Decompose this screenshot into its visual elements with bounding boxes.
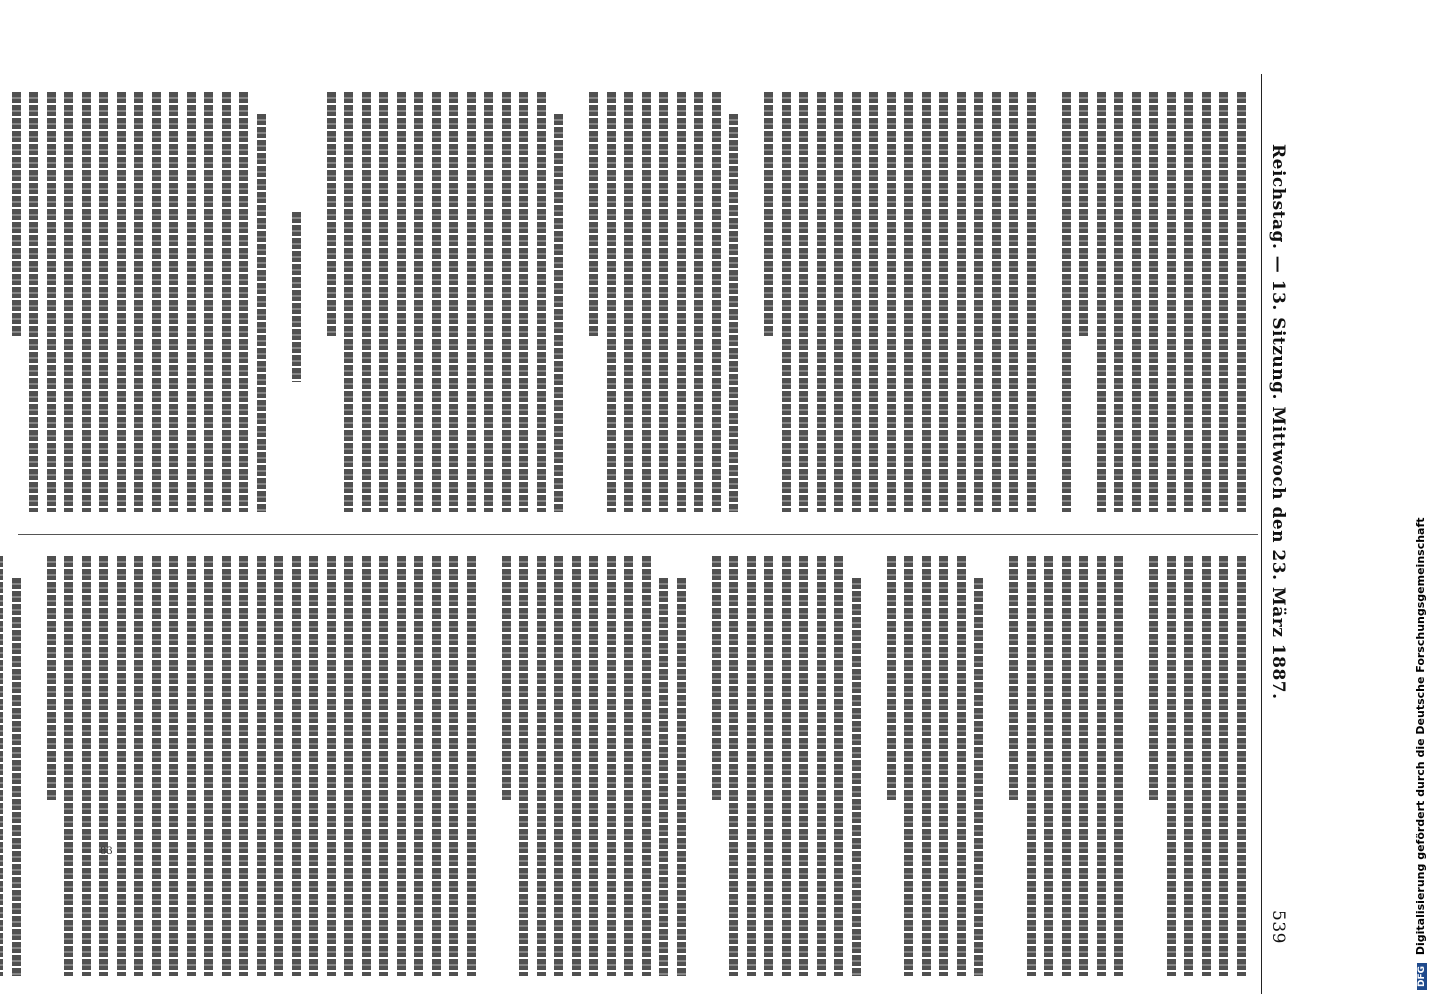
text-line	[432, 92, 441, 512]
paragraph-gap	[310, 92, 319, 512]
text-line	[1237, 92, 1246, 512]
text-line	[992, 92, 1001, 512]
text-line	[310, 556, 319, 976]
text-line	[1115, 92, 1124, 512]
column-divider	[18, 534, 1258, 535]
text-line	[1080, 92, 1089, 336]
text-line	[0, 556, 4, 976]
text-line	[555, 114, 564, 512]
text-line	[782, 556, 791, 976]
text-line	[835, 92, 844, 512]
text-line	[205, 556, 214, 976]
text-line	[467, 92, 476, 512]
text-line	[765, 556, 774, 976]
text-line	[240, 556, 249, 976]
text-line	[152, 556, 161, 976]
text-line	[257, 114, 266, 512]
text-line	[940, 92, 949, 512]
text-line	[1080, 556, 1089, 976]
text-line	[817, 92, 826, 512]
text-line	[1045, 556, 1054, 976]
paragraph-gap	[695, 556, 704, 976]
text-line	[537, 92, 546, 512]
text-line	[117, 556, 126, 976]
text-line	[257, 556, 266, 976]
text-line	[345, 556, 354, 976]
text-line	[677, 578, 686, 976]
text-line	[1202, 92, 1211, 512]
paragraph-gap	[485, 556, 494, 976]
text-line	[905, 92, 914, 512]
text-line	[800, 92, 809, 512]
text-line	[590, 556, 599, 976]
text-line	[922, 556, 931, 976]
text-line	[467, 556, 476, 976]
text-line	[187, 556, 196, 976]
text-line	[100, 556, 109, 976]
text-line	[485, 92, 494, 512]
page-number: 539	[1268, 910, 1288, 944]
text-line	[1167, 92, 1176, 512]
text-line	[765, 92, 774, 336]
text-line	[887, 556, 896, 800]
text-line	[607, 556, 616, 976]
text-line	[1237, 556, 1246, 976]
text-line	[887, 92, 896, 512]
text-line	[1150, 92, 1159, 512]
paragraph-gap	[870, 556, 879, 976]
text-line	[222, 556, 231, 976]
text-line	[327, 556, 336, 976]
text-line	[100, 92, 109, 512]
text-line	[362, 556, 371, 976]
text-line	[625, 92, 634, 512]
text-line	[730, 556, 739, 976]
text-line	[380, 556, 389, 976]
text-line	[450, 92, 459, 512]
text-line	[660, 92, 669, 512]
text-line	[292, 212, 301, 382]
text-line	[520, 92, 529, 512]
text-line	[362, 92, 371, 512]
text-line	[835, 556, 844, 976]
text-line	[730, 114, 739, 512]
text-line	[30, 92, 39, 512]
text-line	[65, 556, 74, 976]
text-line	[397, 556, 406, 976]
text-line	[1010, 556, 1019, 800]
scanned-page	[0, 74, 1300, 994]
text-line	[870, 92, 879, 512]
text-line	[607, 92, 616, 512]
text-line	[712, 92, 721, 512]
text-line	[957, 92, 966, 512]
text-line	[590, 92, 599, 336]
text-line	[12, 92, 21, 336]
digitization-credit	[1414, 517, 1427, 990]
text-line	[345, 92, 354, 512]
paragraph-gap	[747, 92, 756, 512]
text-line	[415, 92, 424, 512]
right-text-column	[26, 556, 1246, 976]
text-line	[222, 92, 231, 512]
text-line	[1202, 556, 1211, 976]
text-line	[922, 92, 931, 512]
text-line	[677, 92, 686, 512]
digitization-credit-text: Digitalisierung gefördert durch die Deutsche Forschungsgemeinschaft	[1414, 517, 1427, 956]
text-line	[1097, 556, 1106, 976]
text-line	[747, 556, 756, 976]
text-line	[1062, 556, 1071, 976]
text-line	[1167, 556, 1176, 976]
text-line	[642, 92, 651, 512]
text-line	[135, 556, 144, 976]
text-line	[1115, 556, 1124, 976]
text-line	[47, 556, 56, 800]
text-line	[82, 92, 91, 512]
text-line	[852, 92, 861, 512]
text-line	[432, 556, 441, 976]
text-line	[502, 92, 511, 512]
text-line	[82, 556, 91, 976]
paragraph-gap	[1132, 556, 1141, 976]
text-line	[152, 92, 161, 512]
text-line	[275, 556, 284, 976]
text-line	[450, 556, 459, 976]
text-line	[12, 578, 21, 976]
text-line	[957, 556, 966, 976]
text-line	[47, 92, 56, 512]
paragraph-gap	[30, 556, 39, 976]
text-line	[65, 92, 74, 512]
header-rule	[1261, 74, 1262, 994]
text-line	[415, 556, 424, 976]
text-line	[170, 92, 179, 512]
text-line	[1027, 556, 1036, 976]
text-line	[520, 556, 529, 976]
text-line	[975, 578, 984, 976]
text-line	[1150, 556, 1159, 800]
text-line	[1185, 556, 1194, 976]
text-line	[1220, 556, 1229, 976]
text-line	[292, 556, 301, 976]
text-line	[205, 92, 214, 512]
text-line	[695, 92, 704, 512]
text-line	[572, 556, 581, 976]
text-line	[1027, 92, 1036, 512]
text-line	[852, 578, 861, 976]
text-line	[1097, 92, 1106, 512]
text-line	[782, 92, 791, 512]
text-line	[1220, 92, 1229, 512]
paragraph-gap	[992, 556, 1001, 976]
text-line	[712, 556, 721, 800]
paragraph-gap	[1045, 92, 1054, 512]
text-line	[817, 556, 826, 976]
text-line	[1062, 92, 1071, 512]
dfg-logo: DFG	[1417, 963, 1427, 990]
text-line	[1132, 92, 1141, 512]
text-line	[625, 556, 634, 976]
text-line	[660, 578, 669, 976]
text-line	[187, 92, 196, 512]
text-line	[905, 556, 914, 976]
running-header	[1266, 144, 1288, 944]
text-line	[800, 556, 809, 976]
running-header-title: Reichstag. — 13. Sitzung. Mittwoch den 23. März 1887.	[1268, 144, 1288, 700]
text-line	[555, 556, 564, 976]
text-line	[397, 92, 406, 512]
text-line	[537, 556, 546, 976]
text-line	[327, 92, 336, 336]
paragraph-gap	[0, 92, 4, 512]
text-line	[502, 556, 511, 800]
text-line	[170, 556, 179, 976]
text-line	[940, 556, 949, 976]
text-line	[1185, 92, 1194, 512]
text-line	[642, 556, 651, 976]
signature-mark: 83	[100, 846, 113, 857]
text-line	[975, 92, 984, 512]
text-line	[117, 92, 126, 512]
paragraph-gap	[275, 92, 284, 512]
left-text-column	[26, 92, 1246, 512]
text-line	[380, 92, 389, 512]
text-line	[135, 92, 144, 512]
text-line	[1010, 92, 1019, 512]
text-line	[240, 92, 249, 512]
paragraph-gap	[572, 92, 581, 512]
